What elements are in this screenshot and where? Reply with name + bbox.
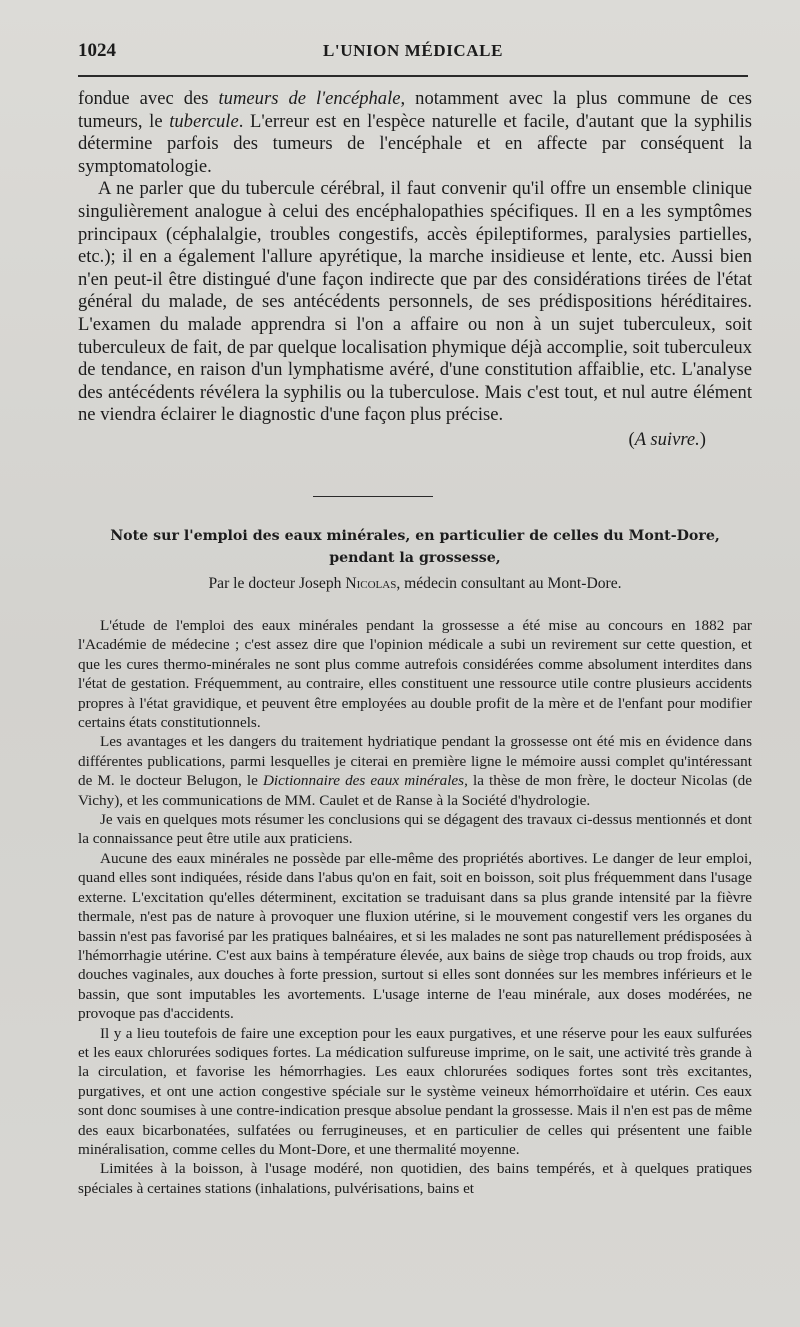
author-surname: Nicolas bbox=[345, 575, 397, 592]
byline-prefix: Par le docteur Joseph bbox=[208, 575, 346, 592]
continued-paragraph-1 bbox=[78, 88, 752, 178]
article-title-line-2: pendant la grossesse, bbox=[329, 550, 501, 566]
article-paragraph-5: Il y a lieu toutefois de faire une exception pour les eaux purgatives, et une réserve pour les eaux sulfurées et les eaux chlorurées sodiques fortes. La médication sulfureuse imprime, on le sait, une activité très grande à la circulation, et favorise les hémorrhagies. Les eaux chlorurées sodiques fortes sont très excitantes, purgatives, et ont une action congestive spéciale sur le système veineux hémorrhoïdaire et utérin. Ces eaux sont donc soumises à une contre-indication presque absolue pendant la grossesse. Mais il n'en est pas de même des eaux bicarbonatées, sulfatées ou ferrugineuses, et en particulier de celles qui présentent une faible minéralisation, comme celles du Mont-Dore, et une thermalité moyenne. bbox=[78, 1024, 752, 1158]
emphasis-tumeurs: tumeurs de l'encéphale bbox=[218, 88, 401, 109]
paren-open: ( bbox=[628, 428, 635, 450]
continued-article-text bbox=[78, 88, 752, 452]
text-run: , la thèse de mon frère, le docteur Nicolas (de Vichy), et les communications de MM. Caulet et de Ranse à la Société d'hydrologie. bbox=[78, 772, 752, 809]
article-paragraph-3: Je vais en quelques mots résumer les conclusions qui se dégagent des travaux ci-dessus mentionnés et dont la connaissance peut être utile aux praticiens. bbox=[78, 811, 752, 848]
text-run: fondue avec des bbox=[78, 88, 219, 109]
running-head bbox=[78, 40, 748, 68]
emphasis-dictionnaire: Dictionnaire des eaux minérales bbox=[262, 772, 465, 790]
page-number: 1024 bbox=[78, 40, 116, 61]
to-follow-label: A suivre. bbox=[634, 428, 700, 450]
section-separator bbox=[313, 496, 433, 497]
paren-close: ) bbox=[699, 428, 706, 450]
continued-paragraph-2: A ne parler que du tubercule cérébral, il faut convenir qu'il offre un ensemble clinique singulièrement analogue à celui des encéphalopathies spécifiques. Il en a les symptômes principaux (céphalalgie, troubles congestifs, accès épileptiformes, paralysies partielles, etc.); il en a également l'allure apyrétique, la marche insidieuse et lente, etc. Aussi bien n'en peut-il être distingué d'une façon indirecte que par des considérations tirées de l'état général du malade, de ses antécédents personnels, de ses prédispositions héréditaires. L'examen du malade apprendra si l'on a affaire ou non à un sujet tuberculeux, soit tuberculeux de fait, de par quelque localisation phymique déjà accomplie, soit tuberculeux de tendance, en raison d'un lymphatisme avéré, d'une constitution affaiblie, etc. L'analyse des antécédents révélera la syphilis ou la tuberculose. Mais c'est tout, et nul autre élément ne viendra éclairer le diagnostic d'une façon plus précise. bbox=[78, 178, 752, 426]
article-title bbox=[78, 525, 752, 569]
header-rule bbox=[78, 75, 748, 77]
text-run: Les avantages et les dangers du traitement hydriatique pendant la grossesse ont été mis en évidence dans différentes publications, parmi lesquelles je citerai en première ligne le mémoire aussi complet qu'intéressant de M. le docteur Belugon, le bbox=[78, 733, 752, 790]
article-title-line-1: Note sur l'emploi des eaux minérales, en particulier de celles du Mont-Dore, bbox=[110, 528, 720, 544]
byline-suffix: , médecin consultant au Mont-Dore. bbox=[396, 575, 622, 592]
article-byline bbox=[78, 575, 752, 593]
article-paragraph-1: L'étude de l'emploi des eaux minérales pendant la grossesse a été mise au concours en 1882 par l'Académie de médecine ; c'est assez dire que l'opinion médicale a subi un revirement sur cette question, et que les cures thermo-minérales ne sont plus comme autrefois considérées comme absolument interdites dans l'état de gestation. Fréquemment, au contraire, elles constituent une ressource utile contre plusieurs accidents propres à l'état gravidique, et peuvent être employées au double profit de la mère et de l'enfant pour modifier certains états constitutionnels. bbox=[78, 617, 752, 732]
emphasis-tubercule: tubercule bbox=[169, 110, 239, 132]
article-paragraph-6: Limitées à la boisson, à l'usage modéré, non quotidien, des bains tempérés, et à quelques pratiques spéciales à certaines stations (inhalations, pulvérisations, bains et bbox=[78, 1160, 752, 1197]
journal-title: L'UNION MÉDICALE bbox=[322, 41, 504, 60]
article-body bbox=[78, 616, 752, 1198]
text-run: . L'erreur est en l'espèce naturelle et facile, d'autant que la syphilis détermine parfois des tumeurs de l'encéphale et en affecte par conséquent la symptomatologie. bbox=[78, 110, 752, 177]
to-be-continued-note bbox=[78, 429, 752, 452]
article-paragraph-4: Aucune des eaux minérales ne possède par elle-même des propriétés abortives. Le danger de leur emploi, quand elles sont indiquées, réside dans l'abus qu'on en fait, soit en boisson, soit plus fréquemment dans l'usage externe. L'excitation qu'elles déterminent, excitation se traduisant dans sa plus grande intensité par la fièvre thermale, n'est pas de nature à provoquer une fluxion utérine, si le mouvement congestif vers les organes du bassin n'est pas favorisé par les pratiques balnéaires, et si les malades ne sont pas naturellement prédisposées à l'hémorrhagie utérine. C'est aux bains à température élevée, aux bains de siège trop chauds ou trop froids, aux douches vaginales, aux douches à forte pression, surtout si elles sont données sur les membres inférieurs et le bassin, que sont imputables les avortements. L'usage interne de l'eau minérale, aux doses modérées, ne provoque pas d'accidents. bbox=[78, 849, 752, 1023]
article-paragraph-2 bbox=[78, 732, 752, 810]
text-run: , notamment avec la plus commune de ces tumeurs, le bbox=[78, 88, 752, 132]
